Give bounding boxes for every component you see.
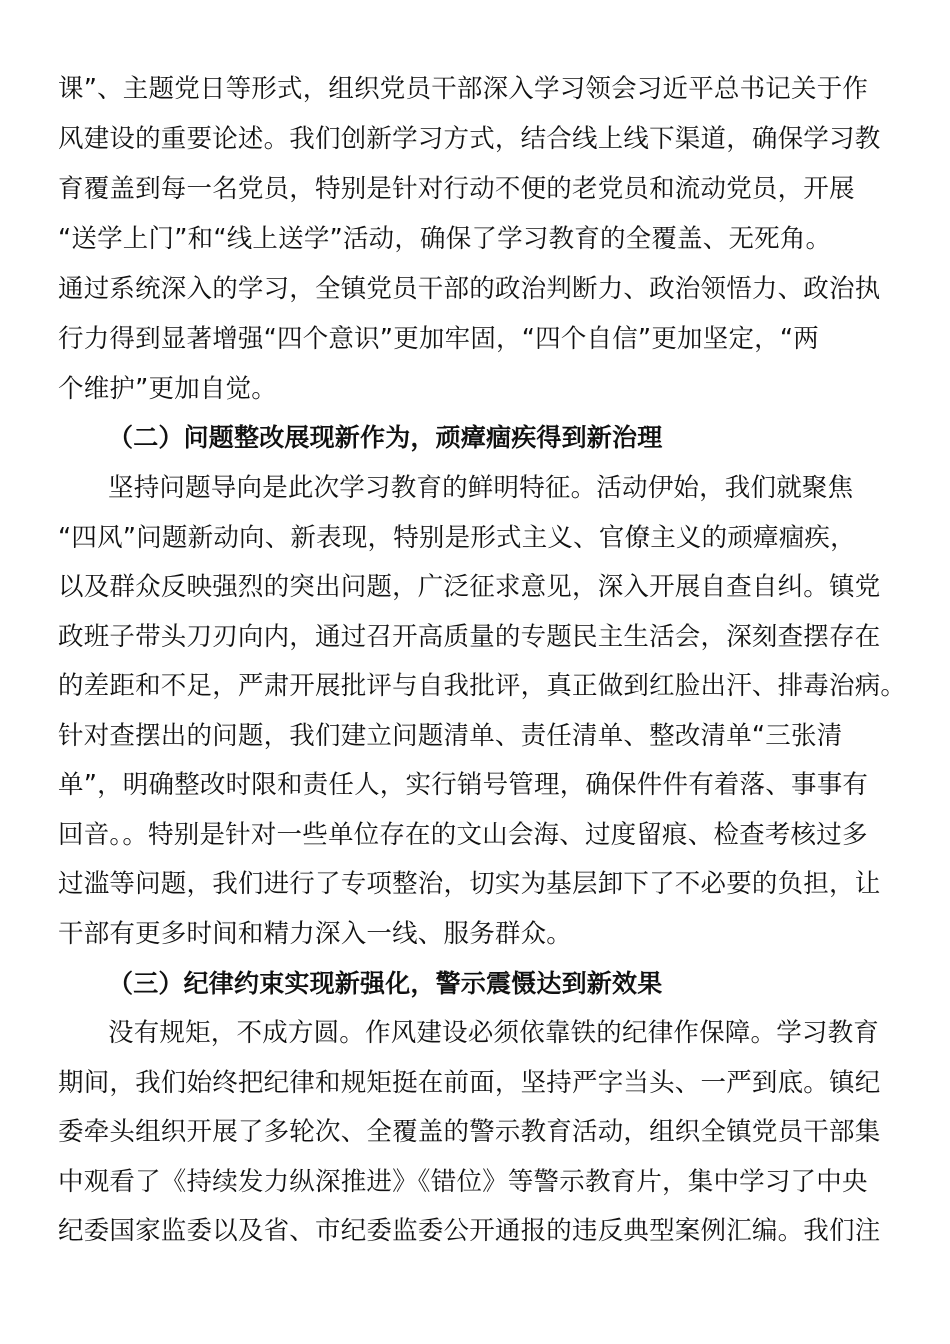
section-heading: （二）问题整改展现新作为，顽瘴痼疾得到新治理 <box>108 423 663 452</box>
text-line: 以及群众反映强烈的突出问题，广泛征求意见，深入开展自查自纠。镇党 <box>58 572 881 602</box>
text-line: 干部有更多时间和精力深入一线、服务群众。 <box>58 919 573 949</box>
text-line: “四风”问题新动向、新表现，特别是形式主义、官僚主义的顽瘴痼疾， <box>58 523 856 553</box>
text-line: 回音。。特别是针对一些单位存在的文山会海、过度留痕、检查考核过多 <box>58 820 868 850</box>
paragraph-first-line: 没有规矩，不成方圆。作风建设必须依靠铁的纪律作保障。学习教育 <box>108 1018 880 1048</box>
text-line: 个维护”更加自觉。 <box>58 374 278 404</box>
text-line: 政班子带头刀刃向内，通过召开高质量的专题民主生活会，深刻查摆存在 <box>58 622 881 652</box>
section-heading: （三）纪律约束实现新强化，警示震慑达到新效果 <box>108 969 663 998</box>
text-line: 单”，明确整改时限和责任人，实行销号管理，确保件件有着落、事事有 <box>58 770 869 800</box>
text-line: 的差距和不足，严肃开展批评与自我批评，真正做到红脸出汗、排毒治病。 <box>58 671 907 701</box>
text-line: 课”、主题党日等形式，组织党员干部深入学习领会习近平总书记关于作 <box>58 74 869 104</box>
text-line: 过滥等问题，我们进行了专项整治，切实为基层卸下了不必要的负担，让 <box>58 869 881 899</box>
text-line: 风建设的重要论述。我们创新学习方式，结合线上线下渠道，确保学习教 <box>58 124 881 154</box>
text-line: 委牵头组织开展了多轮次、全覆盖的警示教育活动，组织全镇党员干部集 <box>58 1117 881 1147</box>
text-line: 中观看了《持续发力纵深推进》《错位》等警示教育片，集中学习了中央 <box>58 1167 868 1197</box>
text-line: 育覆盖到每一名党员，特别是针对行动不便的老党员和流动党员，开展 <box>58 174 855 204</box>
paragraph-first-line: 坚持问题导向是此次学习教育的鲜明特征。活动伊始，我们就聚焦 <box>108 473 854 503</box>
text-line: 行力得到显著增强“四个意识”更加牢固，“四个自信”更加坚定，“两 <box>58 324 819 354</box>
text-line: “送学上门”和“线上送学”活动，确保了学习教育的全覆盖、无死角。 <box>58 224 832 254</box>
text-line: 针对查摆出的问题，我们建立问题清单、责任清单、整改清单“三张清 <box>58 721 843 751</box>
text-line: 纪委国家监委以及省、市纪委监委公开通报的违反典型案例汇编。我们注 <box>58 1216 881 1246</box>
text-line: 通过系统深入的学习，全镇党员干部的政治判断力、政治领悟力、政治执 <box>58 274 881 304</box>
text-line: 期间，我们始终把纪律和规矩挺在前面，坚持严字当头、一严到底。镇纪 <box>58 1068 881 1098</box>
